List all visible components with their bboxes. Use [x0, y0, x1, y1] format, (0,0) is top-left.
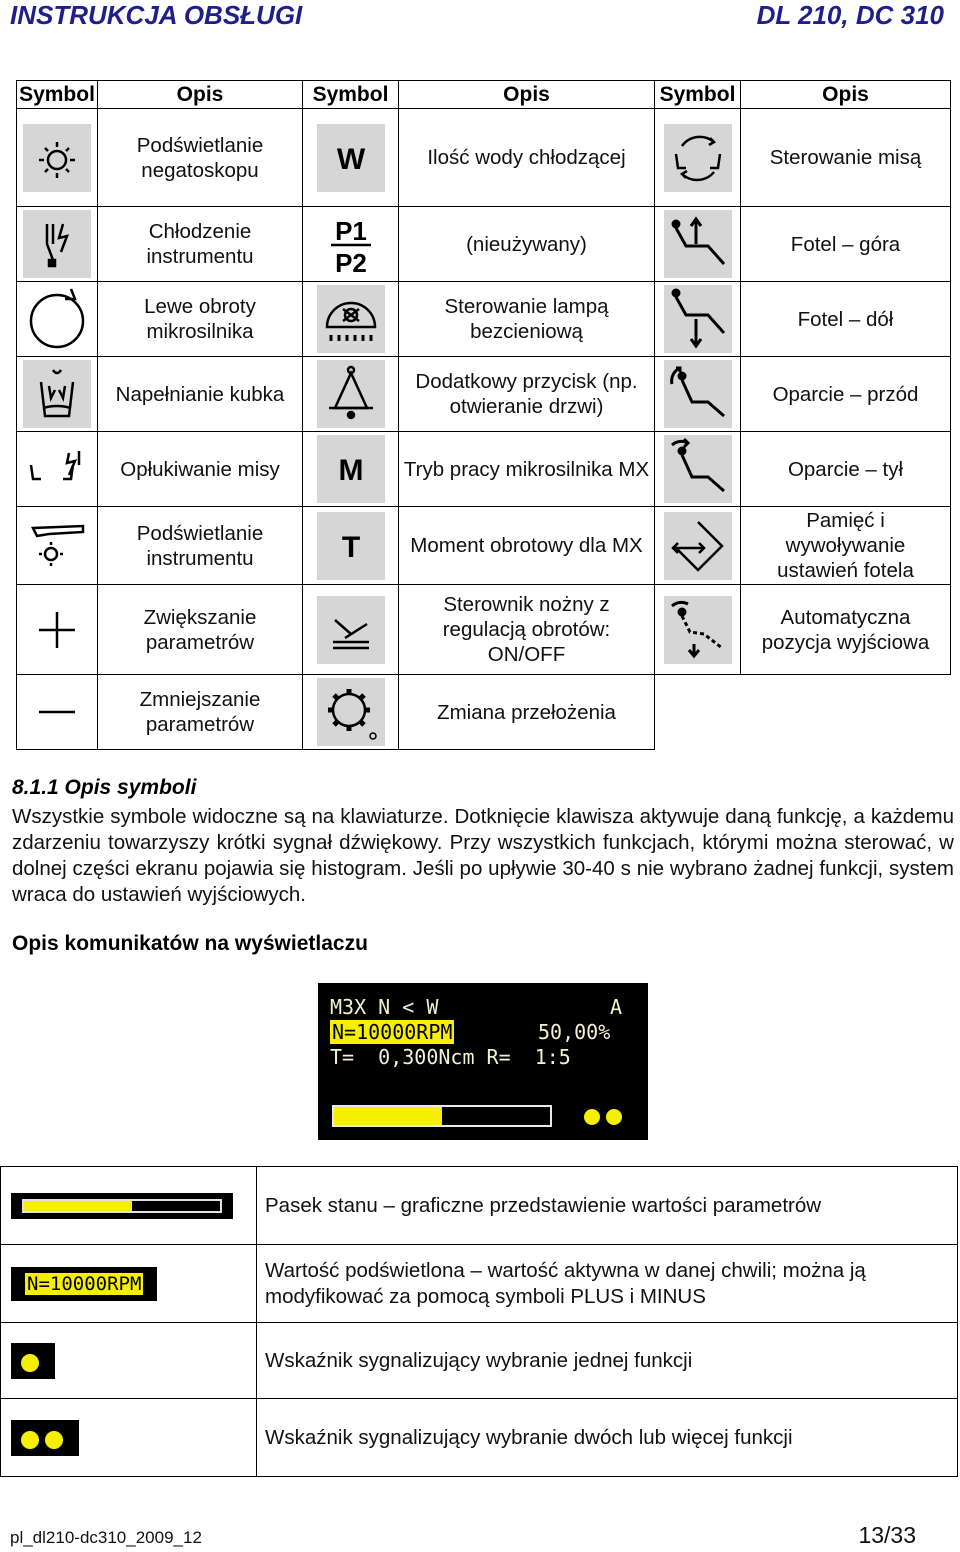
gear-ratio-icon	[317, 678, 385, 746]
lcd-status-bar	[332, 1105, 552, 1127]
instrument-light-icon	[23, 512, 91, 580]
display-section-title: Opis komunikatów na wyświetlaczu	[12, 932, 368, 955]
symbol-desc: Podświetlanie negatoskopu	[98, 109, 303, 207]
doc-header-model: DL 210, DC 310	[756, 0, 944, 30]
symbol-desc: Zmniejszanie parametrów	[98, 675, 303, 750]
minus-icon	[23, 678, 91, 746]
chair-memory-icon	[664, 512, 732, 580]
legend-highlighted-sample	[11, 1267, 157, 1301]
symbol-desc: (nieużywany)	[399, 207, 655, 282]
indicator-dot	[21, 1354, 39, 1372]
symbol-desc: Pamięć i wywoływanie ustawień fotela	[741, 507, 951, 585]
micromotor-left-rotation-icon	[23, 285, 91, 353]
symbol-desc: Chłodzenie instrumentu	[98, 207, 303, 282]
chair-up-icon	[664, 210, 732, 278]
header-symbol: Symbol	[655, 81, 741, 109]
legend-text: Pasek stanu – graficzne przedstawienie wartości parametrów	[257, 1167, 958, 1245]
symbol-desc: Oparcie – przód	[741, 357, 951, 432]
footer-page-number: 13/33	[858, 1522, 916, 1548]
section-paragraph: Wszystkie symbole widoczne są na klawiaturze. Dotknięcie klawisza aktywuje daną funkcję, a każdemu zdarzeniu towarzyszy krótki sygnał dźwiękowy. Przy wszystkich funkcjach, którymi można sterować, w dolnej części ekranu pojawia się histogram. Jeśli po upływie 30-40 s nie wybrano żadnej funkcji, system wraca do ustawień wyjściowych.	[12, 805, 954, 906]
svg-text:P1: P1	[334, 216, 367, 246]
legend-status-bar-sample	[11, 1193, 233, 1219]
backrest-back-icon	[664, 435, 732, 503]
table-row	[17, 207, 951, 282]
legend-text: Wartość podświetlona – wartość aktywna w danej chwili; można ją modyfikować za pomocą symboli PLUS i MINUS	[257, 1245, 958, 1323]
symbol-desc: Zmiana przełożenia	[399, 675, 655, 750]
svg-text:P2: P2	[334, 248, 367, 278]
backrest-forward-icon	[664, 360, 732, 428]
symbol-desc: Moment obrotowy dla MX	[399, 507, 655, 585]
bell-icon	[317, 360, 385, 428]
legend-text: Wskaźnik sygnalizujący wybranie dwóch lub więcej funkcji	[257, 1399, 958, 1477]
legend-single-dot-sample	[11, 1343, 55, 1379]
header-symbol: Symbol	[17, 81, 98, 109]
lcd-highlighted-value: N=10000RPM	[332, 1020, 453, 1044]
symbol-desc: Opłukiwanie misy	[98, 432, 303, 507]
lcd-line-1-right: A	[610, 995, 623, 1019]
table-row	[17, 432, 951, 507]
legend-row	[1, 1245, 958, 1323]
symbol-desc: Fotel – dół	[741, 282, 951, 357]
operating-lamp-icon	[317, 285, 385, 353]
micromotor-mode-icon	[317, 435, 385, 503]
symbol-desc: Tryb pracy mikrosilnika MX	[399, 432, 655, 507]
foot-control-icon	[317, 596, 385, 664]
lcd-line-2	[330, 1020, 454, 1045]
symbol-desc: Sterowanie lampą bezcieniową	[399, 282, 655, 357]
table-row	[17, 357, 951, 432]
table-row	[17, 507, 951, 585]
table-row	[17, 585, 951, 675]
table-row	[17, 109, 951, 207]
svg-text:M: M	[338, 454, 363, 487]
lcd-line-1: M3X N < W	[330, 995, 439, 1019]
section-title: 8.1.1 Opis symboli	[12, 776, 197, 799]
table-row	[17, 675, 951, 750]
indicator-dot	[21, 1431, 39, 1449]
lcd-indicator-dot	[606, 1109, 622, 1125]
legend-text: Wskaźnik sygnalizujący wybranie jednej funkcji	[257, 1323, 958, 1399]
symbol-desc: Zwiększanie parametrów	[98, 585, 303, 675]
lcd-line-3: T= 0,300Ncm R= 1:5	[330, 1045, 571, 1069]
torque-icon	[317, 512, 385, 580]
svg-text:T: T	[341, 530, 360, 564]
symbol-desc: Ilość wody chłodzącej	[399, 109, 655, 207]
legend-row	[1, 1167, 958, 1245]
legend-row	[1, 1399, 958, 1477]
doc-header-title: INSTRUKCJA OBSŁUGI	[10, 0, 303, 30]
cup-fill-icon	[23, 360, 91, 428]
display-legend-table	[0, 1166, 958, 1477]
header-opis: Opis	[98, 81, 303, 109]
legend-status-bar-fill	[24, 1201, 132, 1211]
footer-doc-id: pl_dl210-dc310_2009_12	[10, 1528, 202, 1547]
symbol-table	[16, 80, 951, 750]
legend-double-dot-sample	[11, 1420, 79, 1456]
lcd-indicator-dot	[584, 1109, 600, 1125]
auto-home-position-icon	[664, 596, 732, 664]
chair-down-icon	[664, 285, 732, 353]
symbol-desc: Oparcie – tył	[741, 432, 951, 507]
negatoscope-light-icon	[23, 124, 91, 192]
legend-row	[1, 1323, 958, 1399]
water-amount-icon	[317, 124, 385, 192]
table-row	[17, 282, 951, 357]
lcd-status-bar-fill	[334, 1107, 442, 1125]
symbol-desc: Dodatkowy przycisk (np. otwieranie drzwi)	[399, 357, 655, 432]
symbol-desc: Sterowanie misą	[741, 109, 951, 207]
symbol-desc: Podświetlanie instrumentu	[98, 507, 303, 585]
header-opis: Opis	[741, 81, 951, 109]
symbol-desc: Sterownik nożny z regulacją obrotów: ON/OFF	[399, 585, 655, 675]
indicator-dot	[45, 1431, 63, 1449]
empty-cell	[655, 675, 951, 750]
lcd-display	[318, 983, 648, 1140]
plus-icon	[23, 596, 91, 664]
lcd-line-2-right: 50,00%	[538, 1020, 611, 1044]
symbol-desc: Lewe obroty mikrosilnika	[98, 282, 303, 357]
instrument-cooling-icon	[23, 210, 91, 278]
legend-highlighted-value: N=10000RPM	[27, 1272, 142, 1295]
bowl-rinse-icon	[23, 435, 91, 503]
header-symbol: Symbol	[303, 81, 399, 109]
symbol-desc: Fotel – góra	[741, 207, 951, 282]
symbol-table-header	[17, 81, 951, 109]
symbol-desc: Napełnianie kubka	[98, 357, 303, 432]
bowl-control-icon	[664, 124, 732, 192]
header-opis: Opis	[399, 81, 655, 109]
symbol-desc: Automatyczna pozycja wyjściowa	[741, 585, 951, 675]
p1-p2-icon	[317, 210, 385, 278]
svg-text:W: W	[336, 142, 365, 176]
